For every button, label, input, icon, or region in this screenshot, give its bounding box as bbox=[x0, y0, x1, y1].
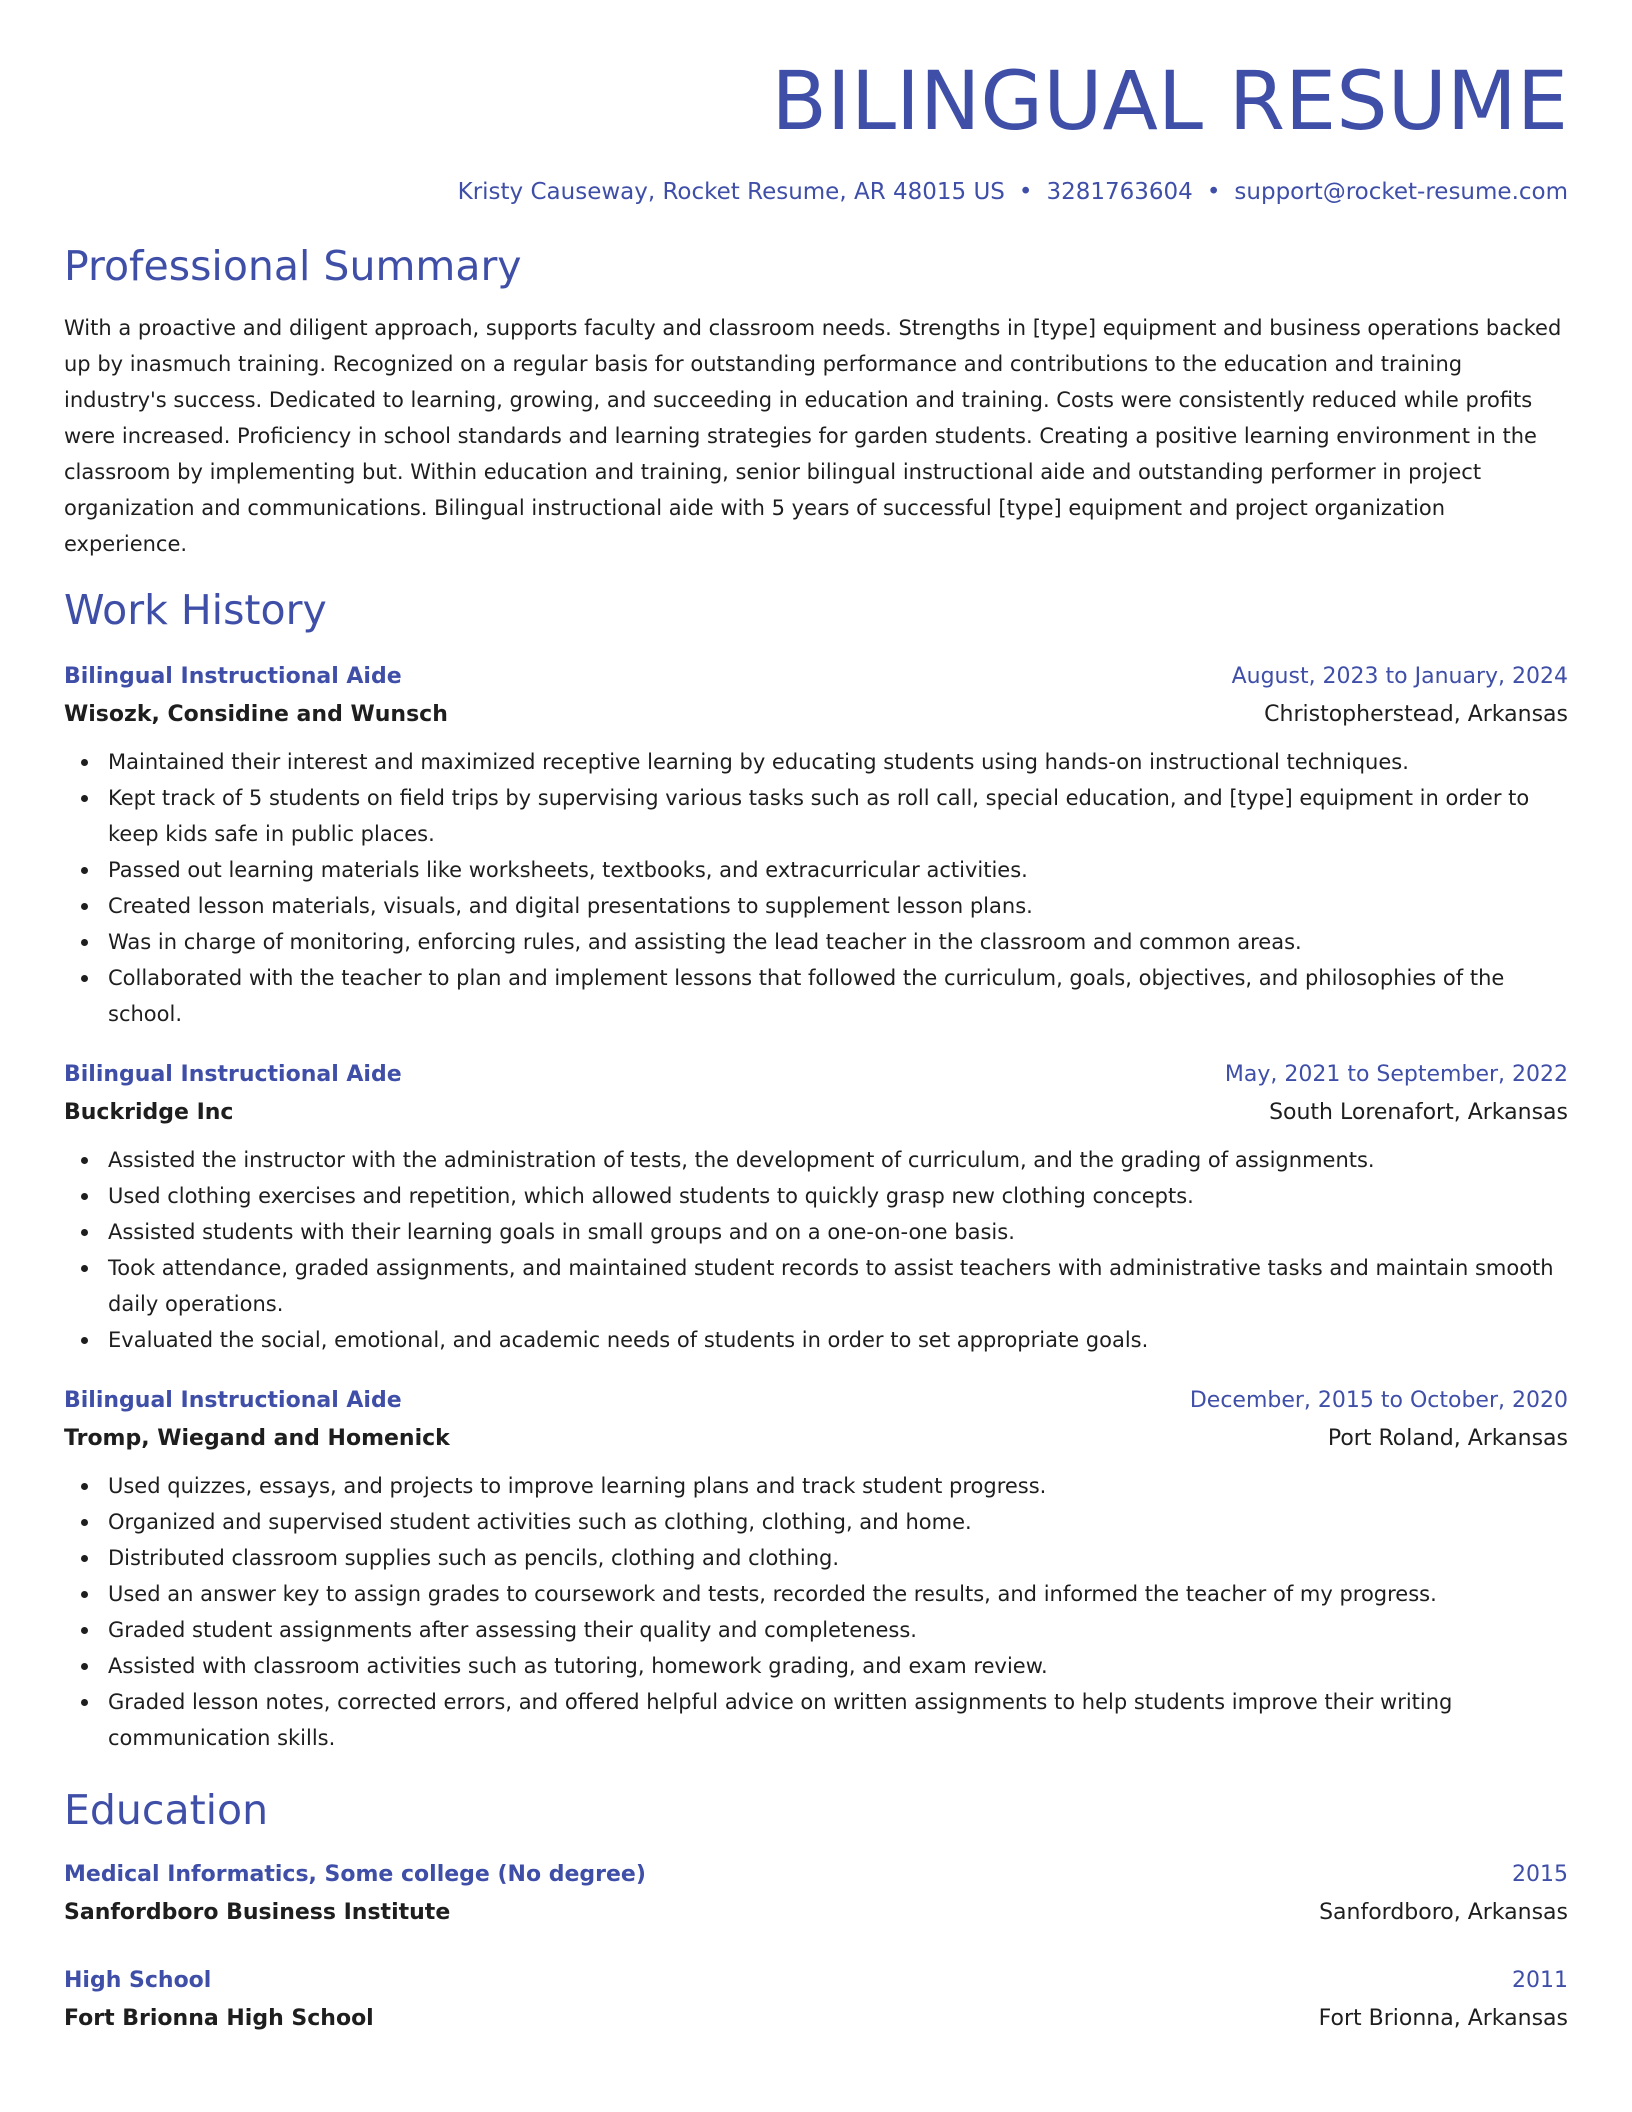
job-dates: May, 2021 to September, 2022 bbox=[1224, 1062, 1568, 1087]
job-bullet: Used an answer key to assign grades to coursework and tests, recorded the results, and informed the teacher of my progress. bbox=[108, 1576, 1568, 1612]
job-role: Bilingual Instructional Aide bbox=[64, 1388, 402, 1413]
job-role: Bilingual Instructional Aide bbox=[64, 1062, 402, 1087]
education-heading: Education bbox=[64, 1786, 269, 1834]
summary-heading: Professional Summary bbox=[64, 242, 522, 290]
job-company: Wisozk, Considine and Wunsch bbox=[64, 702, 448, 727]
job-dates: December, 2015 to October, 2020 bbox=[1189, 1388, 1568, 1413]
job-bullet: Evaluated the social, emotional, and academic needs of students in order to set appropriate goals. bbox=[108, 1322, 1568, 1358]
job-header-row bbox=[64, 658, 1568, 696]
education-entry bbox=[64, 1856, 1568, 1932]
job-header-row bbox=[64, 1382, 1568, 1420]
contact-separator: • bbox=[1018, 179, 1033, 205]
education-school: Fort Brionna High School bbox=[64, 2006, 374, 2031]
job-bullet: Graded student assignments after assessing their quality and completeness. bbox=[108, 1612, 1568, 1648]
contact-address: Kristy Causeway, Rocket Resume, AR 48015 US bbox=[457, 179, 1005, 205]
education-location: Fort Brionna, Arkansas bbox=[1318, 2006, 1568, 2031]
education-school-row bbox=[64, 1894, 1568, 1932]
work-history-list bbox=[64, 658, 1568, 1756]
job-entry bbox=[64, 658, 1568, 1032]
job-bullet: Collaborated with the teacher to plan and implement lessons that followed the curriculum, goals, objectives, and philosophies of the school. bbox=[108, 960, 1568, 1032]
education-school-row bbox=[64, 2000, 1568, 2038]
job-role: Bilingual Instructional Aide bbox=[64, 664, 402, 689]
job-bullet: Assisted the instructor with the administration of tests, the development of curriculum, and the grading of assignments. bbox=[108, 1142, 1568, 1178]
job-bullet: Created lesson materials, visuals, and digital presentations to supplement lesson plans. bbox=[108, 888, 1568, 924]
education-list bbox=[64, 1856, 1568, 2038]
job-bullet: Took attendance, graded assignments, and maintained student records to assist teachers with administrative tasks and maintain smooth daily operations. bbox=[108, 1250, 1568, 1322]
job-bullet-list bbox=[64, 1468, 1568, 1756]
job-bullet-list bbox=[64, 744, 1568, 1032]
job-entry bbox=[64, 1382, 1568, 1756]
contact-separator: • bbox=[1206, 179, 1221, 205]
education-school: Sanfordboro Business Institute bbox=[64, 1900, 451, 1925]
job-location: South Lorenafort, Arkansas bbox=[1269, 1100, 1568, 1125]
job-bullet: Assisted with classroom activities such as tutoring, homework grading, and exam review. bbox=[108, 1648, 1568, 1684]
job-bullet: Distributed classroom supplies such as pencils, clothing and clothing. bbox=[108, 1540, 1568, 1576]
education-location: Sanfordboro, Arkansas bbox=[1319, 1900, 1568, 1925]
contact-line bbox=[64, 176, 1568, 208]
job-company: Buckridge Inc bbox=[64, 1100, 234, 1125]
education-header-row bbox=[64, 1962, 1568, 2000]
contact-email[interactable]: support@rocket-resume.com bbox=[1234, 179, 1568, 205]
job-bullet: Used quizzes, essays, and projects to improve learning plans and track student progress. bbox=[108, 1468, 1568, 1504]
resume-title: BILINGUAL RESUME bbox=[771, 55, 1568, 149]
education-header-row bbox=[64, 1856, 1568, 1894]
job-dates: August, 2023 to January, 2024 bbox=[1231, 664, 1568, 689]
education-year: 2015 bbox=[1512, 1862, 1568, 1887]
work-history-heading: Work History bbox=[64, 586, 327, 634]
job-entry bbox=[64, 1056, 1568, 1358]
education-entry bbox=[64, 1962, 1568, 2038]
job-location: Christopherstead, Arkansas bbox=[1264, 702, 1568, 727]
job-bullet-list bbox=[64, 1142, 1568, 1358]
job-company-row bbox=[64, 1420, 1568, 1458]
education-degree: High School bbox=[64, 1968, 212, 1993]
summary-text: With a proactive and diligent approach, supports faculty and classroom needs. Strengths in [type] equipment and business operations backed up by inasmuch training. Recognized on a regular basis for outstanding performance and contributions to the education and training industry's success. Dedicated to learning, growing, and succeeding in education and training. Costs were consistently reduced while profits were increased. Proficiency in school standards and learning strategies for garden students. Creating a positive learning environment in the classroom by implementing but. Within education and training, senior bilingual instructional aide and outstanding performer in project organization and communications. Bilingual instructional aide with 5 years of successful [type] equipment and project organization experience. bbox=[64, 316, 1562, 556]
job-bullet: Used clothing exercises and repetition, which allowed students to quickly grasp new clothing concepts. bbox=[108, 1178, 1568, 1214]
education-degree: Medical Informatics, Some college (No degree) bbox=[64, 1862, 646, 1887]
job-location: Port Roland, Arkansas bbox=[1327, 1426, 1568, 1451]
job-bullet: Assisted students with their learning goals in small groups and on a one-on-one basis. bbox=[108, 1214, 1568, 1250]
job-company-row bbox=[64, 696, 1568, 734]
job-company-row bbox=[64, 1094, 1568, 1132]
job-bullet: Was in charge of monitoring, enforcing rules, and assisting the lead teacher in the classroom and common areas. bbox=[108, 924, 1568, 960]
job-bullet: Organized and supervised student activities such as clothing, clothing, and home. bbox=[108, 1504, 1568, 1540]
contact-phone[interactable]: 3281763604 bbox=[1046, 179, 1193, 205]
job-company: Tromp, Wiegand and Homenick bbox=[64, 1426, 450, 1451]
education-year: 2011 bbox=[1512, 1968, 1568, 1993]
job-bullet: Kept track of 5 students on field trips by supervising various tasks such as roll call, special education, and [type] equipment in order to keep kids safe in public places. bbox=[108, 780, 1568, 852]
job-bullet: Maintained their interest and maximized receptive learning by educating students using hands-on instructional techniques. bbox=[108, 744, 1568, 780]
job-bullet: Graded lesson notes, corrected errors, and offered helpful advice on written assignments to help students improve their writing communication skills. bbox=[108, 1684, 1568, 1756]
job-header-row bbox=[64, 1056, 1568, 1094]
job-bullet: Passed out learning materials like worksheets, textbooks, and extracurricular activities. bbox=[108, 852, 1568, 888]
resume-header bbox=[64, 0, 1568, 208]
